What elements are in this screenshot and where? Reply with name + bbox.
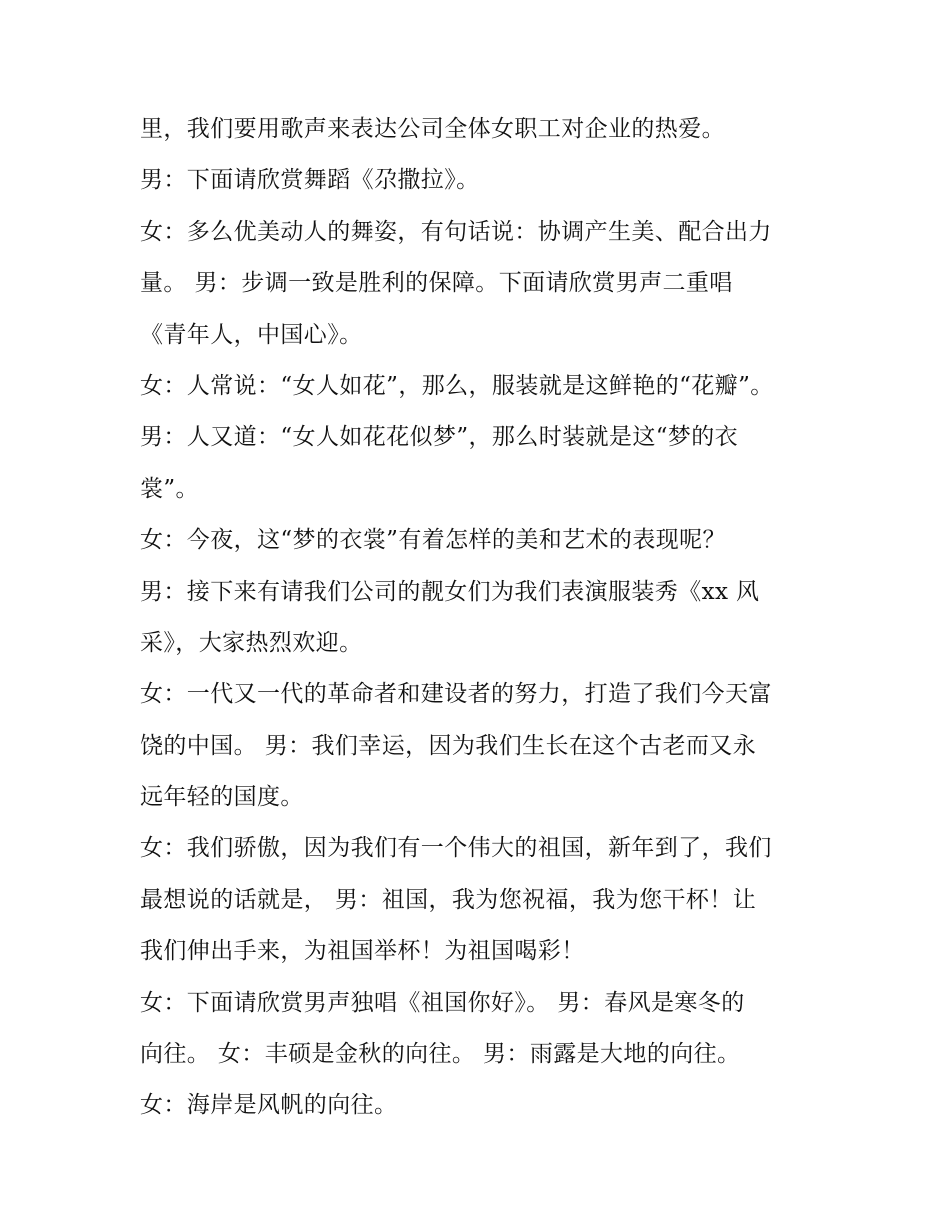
- text-line: 采》，大家热烈欢迎。: [140, 629, 363, 656]
- text-line: 女：下面请欣赏男声独唱《祖国你好》。 男：春风是寒冬的: [140, 989, 745, 1016]
- text-line: 男：人又道：“女人如花花似梦”，那么时装就是这“梦的衣: [140, 424, 739, 451]
- text-line: 我们伸出手来，为祖国举杯！为祖国喝彩！: [140, 938, 585, 965]
- text-line: 男：接下来有请我们公司的靓女们为我们表演服装秀《xx 风: [140, 578, 760, 605]
- text-line: 远年轻的国度。: [140, 784, 304, 811]
- text-line: 男：下面请欣赏舞蹈《尕撒拉》。: [140, 167, 480, 194]
- text-line: 女：一代又一代的革命者和建设者的努力，打造了我们今天富: [140, 681, 772, 708]
- text-line: 里，我们要用歌声来表达公司全体女职工对企业的热爱。: [140, 116, 725, 142]
- text-line: 女：多么优美动人的舞姿，有句话说：协调产生美、配合出力: [140, 218, 772, 245]
- text-line: 《青年人，中国心》。: [140, 321, 363, 348]
- text-line: 最想说的话就是， 男：祖国，我为您祝福，我为您干杯！让: [140, 886, 757, 913]
- text-line: 向往。 女：丰硕是金秋的向往。 男：雨露是大地的向往。: [140, 1041, 741, 1068]
- text-line: 女：海岸是风帆的向往。: [140, 1092, 398, 1119]
- text-line: 裳”。: [140, 475, 199, 502]
- text-line: 饶的中国。 男：我们幸运，因为我们生长在这个古老而又永: [140, 732, 757, 759]
- text-line: 量。 男：步调一致是胜利的保障。下面请欣赏男声二重唱: [140, 270, 733, 297]
- document-body: [140, 104, 820, 1132]
- text-line: 女：我们骄傲，因为我们有一个伟大的祖国，新年到了，我们: [140, 835, 772, 862]
- text-line: 女：人常说：“女人如花”，那么，服装就是这鲜艳的“花瓣”。: [140, 372, 774, 399]
- text-line: 女：今夜，这“梦的衣裳”有着怎样的美和艺术的表现呢？: [140, 527, 726, 554]
